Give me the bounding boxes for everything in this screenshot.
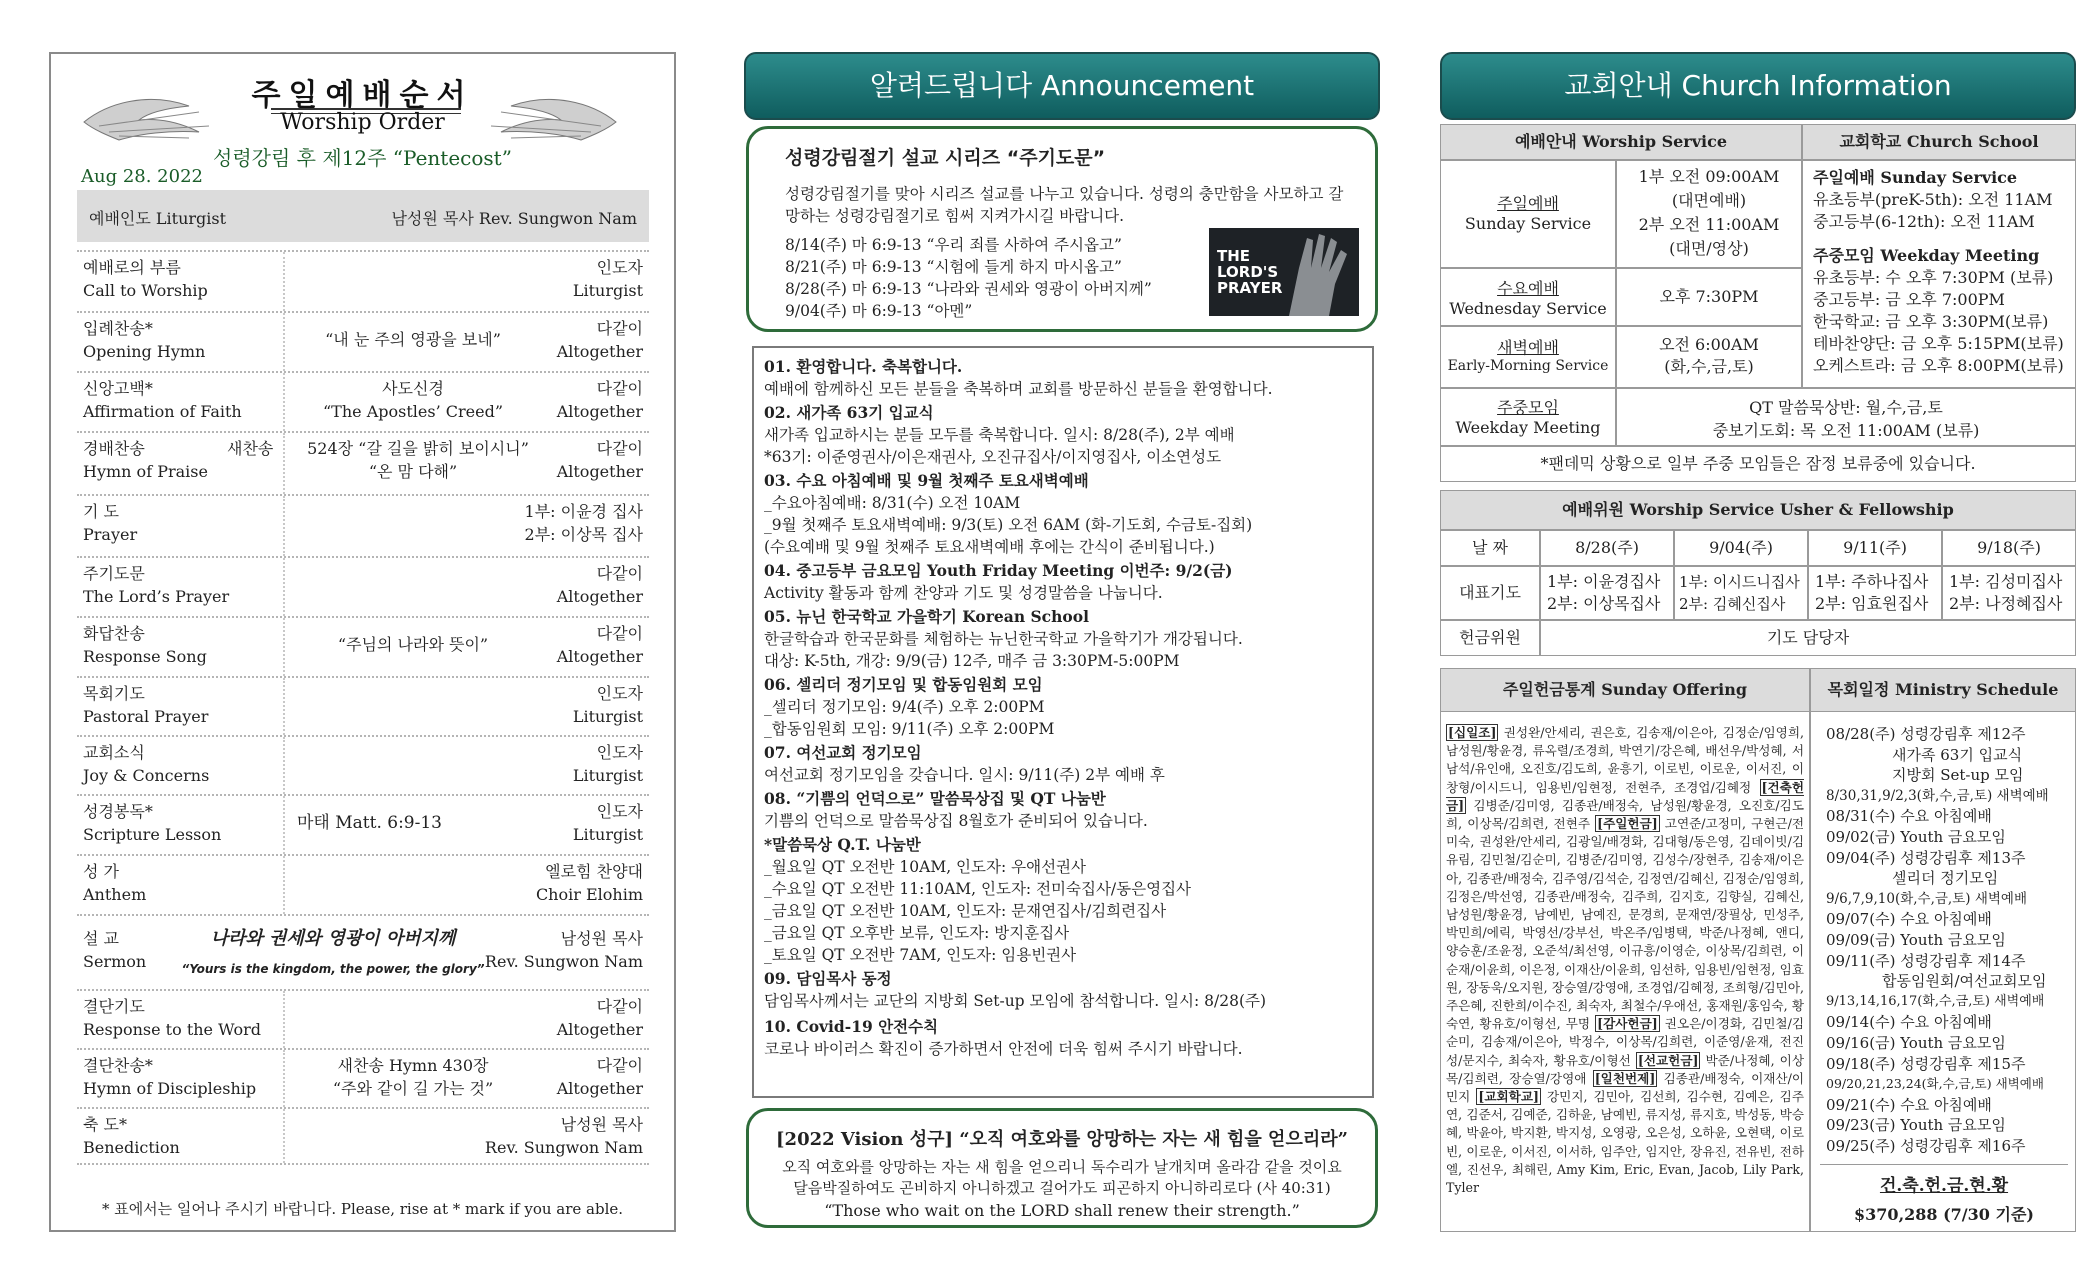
service-date: Aug 28. 2022 xyxy=(81,166,203,187)
item-leader-en: Liturgist xyxy=(572,707,643,726)
announcement-line: 여선교회 정기모임을 갖습니다. 일시: 9/11(주) 2부 예배 후 xyxy=(764,766,1165,784)
vision-title: [2022 Vision 성구] “오직 여호와를 앙망하는 자는 새 힘을 얻으리라” xyxy=(776,1129,1348,1150)
usher-date: 8/28(주) xyxy=(1540,530,1674,566)
announcement-item xyxy=(764,402,1364,468)
vision-english: “Those who wait on the LORD shall renew their strength.” xyxy=(824,1201,1300,1220)
item-name-ko: 예배로의 부름 xyxy=(83,258,181,277)
item-leader-ko: 인도자 xyxy=(596,743,643,762)
item-name-ko: 화답찬송 xyxy=(83,624,145,643)
announcement-line: 담임목사께서는 교단의 지방회 Set-up 모임에 참석합니다. 일시: 8/28(주) xyxy=(764,992,1267,1010)
item-name-ko: 기 도 xyxy=(83,502,119,521)
order-row xyxy=(77,1107,649,1165)
service-time-cell xyxy=(1616,160,1802,268)
schedule-item: 셀리더 정기모임 xyxy=(1892,869,1999,888)
offering-category: [주일헌금] xyxy=(1597,816,1658,832)
service-time: 중보기도회: 목 오전 11:00AM (보류) xyxy=(1712,421,1980,440)
item-name-en: Anthem xyxy=(83,885,147,904)
rep-prayer-name: 2부: 임효원집사 xyxy=(1815,594,1929,613)
schedule-item: 09/20,21,23,24(화,수,금,토) 새벽예배 xyxy=(1826,1076,2044,1092)
rep-prayer-name: 2부: 이상목집사 xyxy=(1547,594,1661,613)
rise-note: * 표에서는 일어나 주시기 바랍니다. Please, rise at * mark if you are able. xyxy=(101,1200,624,1218)
schedule-item: 09/02(금) Youth 금요모임 xyxy=(1826,827,2006,846)
item-leader-ko: 인도자 xyxy=(596,684,643,703)
item-leader-en: Rev. Sungwon Nam xyxy=(484,952,643,971)
sermon-series-body: 성령강림절기를 맞아 시리즈 설교를 나누고 있습니다. 성령의 충만함을 사모하고 갈망하는 성령강림절기로 힘써 지켜가시길 바랍니다. xyxy=(785,185,1344,225)
offering-usher-value: 기도 담당자 xyxy=(1540,620,2076,656)
item-leader-en: Altogether xyxy=(556,342,643,361)
item-detail-2: “온 맘 다해” xyxy=(368,462,458,481)
item-name-en: Scripture Lesson xyxy=(83,825,222,844)
item-leader-ko: 다같이 xyxy=(596,1056,643,1075)
rep-prayer-cell xyxy=(1674,566,1808,620)
service-name-en: Weekday Meeting xyxy=(1455,418,1601,437)
service-time: 오후 7:30PM xyxy=(1659,287,1759,306)
rep-prayer-name: 2부: 김혜신집사 xyxy=(1679,595,1786,613)
announcement-line: 기쁨의 언덕으로 말씀묵상집 8월호가 준비되어 있습니다. xyxy=(764,812,1148,830)
rep-prayer-cell xyxy=(1540,566,1674,620)
item-name-en: Hymn of Praise xyxy=(83,462,208,481)
service-name-ko: 주중모임 xyxy=(1497,398,1559,417)
order-row xyxy=(77,854,649,914)
order-row xyxy=(77,676,649,735)
schedule-item: 09/18(주) 성령강림후 제15주 xyxy=(1826,1054,2026,1073)
announcement-heading: 03. 수요 아침예배 및 9월 첫째주 토요새벽예배 xyxy=(764,471,1089,490)
offering-list xyxy=(1446,724,1804,1197)
rep-prayer-name: 1부: 주하나집사 xyxy=(1815,572,1929,591)
sermon-line: 8/14(주) 마 6:9-13 “우리 죄를 사하여 주시옵고” xyxy=(785,236,1122,254)
announcement-heading: 10. Covid-19 안전수칙 xyxy=(764,1017,939,1036)
announcement-line: _합동임원회 모임: 9/11(주) 오후 2:00PM xyxy=(764,720,1055,738)
worship-service-heading: 예배안내 Worship Service xyxy=(1440,124,1802,160)
item-detail-2: “주와 같이 길 가는 것” xyxy=(332,1079,494,1098)
school-line: 오케스트라: 금 오후 8:00PM(보류) xyxy=(1813,356,2064,375)
sermon-series-box xyxy=(746,126,1378,332)
school-line: 유초등부: 수 오후 7:30PM (보류) xyxy=(1813,268,2054,287)
item-leader-en: Choir Elohim xyxy=(535,885,643,904)
rep-prayer-name: 2부: 나정혜집사 xyxy=(1949,594,2063,613)
announcement-line: _월요일 QT 오전반 10AM, 인도자: 우애선권사 xyxy=(764,858,1086,876)
item-leader-ko: 남성원 목사 xyxy=(560,929,643,948)
service-name-cell xyxy=(1440,160,1616,268)
offering-category: [일천번제] xyxy=(1594,1070,1656,1086)
schedule-item: 08/31(수) 수요 아침예배 xyxy=(1826,807,1992,826)
announcement-item xyxy=(764,560,1364,604)
item-leader-ko: 인도자 xyxy=(596,258,643,277)
offering-names: 김병준/김미영, 김종관/배정숙, 남성원/황윤경, 오진호/김도희, 이상목/김희련, 전현주 xyxy=(1446,797,1804,832)
item-leader-ko: 인도자 xyxy=(596,802,643,821)
service-name-en: Early-Morning Service xyxy=(1447,358,1609,374)
schedule-item: 09/07(수) 수요 아침예배 xyxy=(1826,910,1992,929)
usher-date: 9/11(주) xyxy=(1808,530,1942,566)
service-name-en: Wednesday Service xyxy=(1449,299,1607,318)
service-time: (화,수,금,토) xyxy=(1664,357,1754,376)
worship-order-panel xyxy=(49,52,676,1232)
item-name-en: Response to the Word xyxy=(83,1020,261,1039)
schedule-item: 09/04(주) 성령강림후 제13주 xyxy=(1826,848,2026,867)
item-name-en: The Lord’s Prayer xyxy=(83,587,230,606)
item-leader-ko: 남성원 목사 xyxy=(560,1115,643,1134)
item-name-en: Joy & Concerns xyxy=(83,766,210,785)
item-hymnal: 새찬송 xyxy=(227,439,274,458)
service-time: 오전 6:00AM xyxy=(1659,335,1759,354)
service-time: 1부 오전 09:00AM xyxy=(1638,167,1780,186)
announcement-line: 코로나 바이러스 확진이 증가하면서 안전에 더욱 힘써 주시기 바랍니다. xyxy=(764,1040,1243,1058)
item-leader-ko: 다같이 xyxy=(596,624,643,643)
item-leader-en: Altogether xyxy=(556,402,643,421)
item-leader-en: Rev. Sungwon Nam xyxy=(484,1138,643,1157)
item-name-ko: 성경봉독* xyxy=(83,802,153,821)
service-time: (대면/영상) xyxy=(1669,239,1749,258)
announcement-item xyxy=(764,788,1364,832)
item-leader-en: Liturgist xyxy=(572,766,643,785)
item-leader-ko: 다같이 xyxy=(596,564,643,583)
item-name-en: Hymn of Discipleship xyxy=(83,1079,257,1098)
item-name-ko: 신앙고백* xyxy=(83,379,153,398)
sermon-title: 나라와 권세와 영광이 아버지께 xyxy=(210,928,456,949)
announcement-heading: 06. 셀리더 정기모임 및 합동임원회 모임 xyxy=(764,675,1043,694)
school-sunday-title: 주일예배 Sunday Service xyxy=(1813,168,2018,187)
schedule-item: 09/23(금) Youth 금요모임 xyxy=(1826,1116,2006,1135)
item-name-en: Prayer xyxy=(83,525,138,544)
building-fund-title: 건.축.헌.금.현.황 xyxy=(1879,1176,2009,1196)
item-leader-ko: 다같이 xyxy=(596,439,643,458)
vision-verse-box xyxy=(746,1108,1378,1228)
announcement-line: (수요예배 및 9월 첫째주 토요새벽예배 후에는 간식이 준비됩니다.) xyxy=(764,538,1215,556)
rep-prayer-cell xyxy=(1808,566,1942,620)
usher-date: 9/18(주) xyxy=(1942,530,2076,566)
rep-prayer-label: 대표기도 xyxy=(1440,566,1540,620)
church-school-heading: 교회학교 Church School xyxy=(1802,124,2076,160)
order-row xyxy=(77,1048,649,1107)
offering-names: 강민지, 김민아, 김선희, 김수현, 김예은, 김주연, 김준서, 김예준, 김하윤, 남예빈, 류지성, 류지호, 박성동, 박승혜, 박윤아, 박지환, 박지성, 오영광, 오은성, 오하윤, 오현택, 이로빈, 이로운, 이서진, 이서하, 임주안, 임지안, 장유진, 전유빈, 전하엘, 진선우, 최해린, Amy Kim, Eric, Evan, Jacob, Lily Park, Tyler xyxy=(1446,1089,1804,1196)
church-school-cell xyxy=(1802,160,2076,388)
building-fund-box xyxy=(1820,1164,2068,1228)
item-name-en: Call to Worship xyxy=(83,281,208,300)
schedule-item: 9/13,14,16,17(화,수,금,토) 새벽예배 xyxy=(1826,993,2045,1009)
item-name-en: Sermon xyxy=(83,952,147,971)
sermon-line: 8/28(주) 마 6:9-13 “나라와 권세와 영광이 아버지께” xyxy=(785,280,1152,298)
order-row xyxy=(77,371,649,431)
school-line: 유초등부(preK-5th): 오전 11AM xyxy=(1813,190,2053,209)
item-leader-en: Altogether xyxy=(556,1020,643,1039)
announcement-line: 예배에 함께하신 모든 분들을 축복하며 교회를 방문하신 분들을 환영합니다. xyxy=(764,380,1273,398)
announcement-line: 대상: K-5th, 개강: 9/9(금) 12주, 매주 금 3:30PM-5:00PM xyxy=(764,652,1180,670)
order-row xyxy=(77,556,649,616)
schedule-item: 09/25(주) 성령강림후 제16주 xyxy=(1826,1136,2026,1155)
usher-date: 9/04(주) xyxy=(1674,530,1808,566)
item-leader-en: Liturgist xyxy=(572,281,643,300)
service-name-ko: 주일예배 xyxy=(1497,194,1559,213)
schedule-item: 09/11(주) 성령강림후 제14주 xyxy=(1826,951,2026,970)
service-name-en: Sunday Service xyxy=(1464,214,1592,233)
order-of-service xyxy=(77,250,649,1165)
offering-names: 권성완/안세리, 권은호, 김송재/이은아, 김정순/임영희, 남성원/황윤경, 류옥렬/조경희, 박연기/강은혜, 배선우/박성혜, 서남석/유인애, 오진호/김도희, 윤흥기, 이로빈, 이로운, 이서진, 이창형/이시드니, 임용빈/임현정, 전현주, 조경업/김혜정 xyxy=(1446,725,1804,795)
item-name-en: Response Song xyxy=(83,647,207,666)
service-time: (대면예배) xyxy=(1671,191,1747,210)
offering-heading: 주일헌금통계 Sunday Offering xyxy=(1440,668,1810,712)
order-row xyxy=(77,914,649,989)
offering-category: [감사헌금] xyxy=(1597,1016,1658,1032)
announcement-line: _9월 첫째주 토요새벽예배: 9/3(토) 오전 6AM (화-기도회, 수금토-집회) xyxy=(764,516,1253,534)
order-row xyxy=(77,616,649,676)
announcement-line: 새가족 입교하시는 분들 모두를 축복합니다. 일시: 8/28(주), 2부 예배 xyxy=(764,426,1235,444)
schedule-item: 8/30,31,9/2,3(화,수,금,토) 새벽예배 xyxy=(1826,787,2049,804)
announcement-line: _토요일 QT 오전반 7AM, 인도자: 임용빈권사 xyxy=(764,946,1077,964)
sermon-series-title: 성령강림절기 설교 시리즈 “주기도문” xyxy=(785,147,1106,169)
image-caption: THE LORD'S PRAYER xyxy=(1217,247,1283,297)
item-name-ko: 주기도문 xyxy=(83,564,145,583)
announcement-heading: 09. 담임목사 동정 xyxy=(764,969,892,988)
announcement-item xyxy=(764,470,1364,558)
offering-names: 박준/나정혜, 이상목/김희련, 장승열/강영애 xyxy=(1446,1052,1804,1086)
offering-names: 권오은/이경화, 김민철/김순미, 김송재/이은아, 박정수, 이상목/김희련, 이준영/윤재, 전진성/문지수, 최숙자, 황유호/이형선 xyxy=(1446,1016,1805,1068)
service-name-cell xyxy=(1440,326,1616,388)
announcement-heading: 04. 중고등부 금요모임 Youth Friday Meeting 이번주: 9/2(금) xyxy=(764,561,1233,580)
item-detail: 사도신경 xyxy=(382,379,444,398)
offering-usher-label: 헌금위원 xyxy=(1440,620,1540,656)
church-info-header: 교회안내 Church Information xyxy=(1440,52,2076,120)
item-leader-en: Altogether xyxy=(556,462,643,481)
item-leader-ko: 다같이 xyxy=(596,379,643,398)
announcement-line: _수요일 QT 오전반 11:10AM, 인도자: 전미숙집사/동은영집사 xyxy=(764,880,1192,898)
offering-names: 김종관/배정숙, 이재산/이민지 xyxy=(1446,1070,1804,1105)
schedule-item: 09/16(금) Youth 금요모임 xyxy=(1826,1033,2006,1052)
offering-category: [교회학교] xyxy=(1478,1089,1539,1105)
item-name-en: Opening Hymn xyxy=(83,342,206,361)
item-detail-2: “The Apostles’ Creed” xyxy=(323,402,503,421)
item-name-ko: 성 가 xyxy=(83,862,119,881)
announcement-item xyxy=(764,742,1364,786)
announcement-line: _수요아침예배: 8/31(수) 오전 10AM xyxy=(764,494,1021,512)
offering-category: [건축헌금] xyxy=(1446,779,1804,813)
announcement-line: _셀리더 정기모임: 9/4(주) 오후 2:00PM xyxy=(764,698,1045,716)
item-leader-en: 2부: 이상목 집사 xyxy=(524,525,643,544)
service-name-ko: 새벽예배 xyxy=(1497,338,1559,357)
order-row xyxy=(77,735,649,794)
weekday-meeting-cell xyxy=(1616,388,2076,446)
service-time-cell xyxy=(1616,326,1802,388)
announcement-heading: 07. 여선교회 정기모임 xyxy=(764,743,922,762)
schedule-item: 08/28(주) 성령강림후 제12주 xyxy=(1826,725,2026,743)
rep-prayer-name: 1부: 이윤경집사 xyxy=(1547,572,1661,591)
announcement-item xyxy=(764,1016,1364,1060)
announcements-box xyxy=(752,346,1374,1098)
announcement-line: Activity 활동과 함께 찬양과 기도 및 성경말씀을 나눕니다. xyxy=(764,584,1163,602)
service-name-cell xyxy=(1440,388,1616,446)
item-name-ko: 입례찬송* xyxy=(83,319,153,338)
order-row xyxy=(77,431,649,494)
liturgist-name: 남성원 목사 Rev. Sungwon Nam xyxy=(391,209,637,228)
item-leader-en: Altogether xyxy=(556,1079,643,1098)
service-name-ko: 수요예배 xyxy=(1497,279,1559,298)
pandemic-note: *팬데믹 상황으로 일부 주중 모임들은 잠정 보류중에 있습니다. xyxy=(1440,446,2076,482)
announcement-line: _금요일 QT 오전반 10AM, 인도자: 문재연집사/김희련집사 xyxy=(764,902,1167,920)
schedule-heading: 목회일정 Ministry Schedule xyxy=(1810,668,2076,712)
announcement-heading: *말씀묵상 Q.T. 나눔반 xyxy=(764,835,921,854)
usher-date-label: 날 짜 xyxy=(1440,530,1540,566)
item-leader-en: Liturgist xyxy=(572,825,643,844)
usher-heading: 예배위원 Worship Service Usher & Fellowship xyxy=(1440,490,2076,530)
service-time: QT 말씀묵상반: 월,수,금,토 xyxy=(1749,398,1943,417)
announcement-heading: 01. 환영합니다. 축복합니다. xyxy=(764,357,963,376)
order-row xyxy=(77,794,649,854)
offering-category: [십일조] xyxy=(1448,725,1497,740)
item-name-ko: 결단기도 xyxy=(83,997,145,1016)
announcement-item xyxy=(764,968,1364,1012)
service-time: 2부 오전 11:00AM xyxy=(1638,215,1780,234)
item-name-ko: 목회기도 xyxy=(83,684,145,703)
item-detail: “주님의 나라와 뜻이” xyxy=(337,635,489,654)
school-line: 테바찬양단: 금 오후 5:15PM(보류) xyxy=(1813,334,2064,353)
item-leader-ko: 엘로힘 찬양대 xyxy=(545,862,643,881)
item-detail: “내 눈 주의 영광을 보네” xyxy=(325,330,501,349)
vision-body: 오직 여호와를 앙망하는 자는 새 힘을 얻으리니 독수리가 날개치며 올라감 같을 것이요 달음박질하여도 곤비하지 아니하겠고 걸어가도 피곤하지 아니하리로다 (사 40:31) xyxy=(782,1158,1342,1197)
item-name-ko: 결단찬송* xyxy=(83,1056,153,1075)
order-row xyxy=(77,989,649,1048)
item-detail: 마태 Matt. 6:9-13 xyxy=(297,813,442,833)
item-detail: 새찬송 Hymn 430장 xyxy=(337,1056,489,1075)
school-line: 중고등부(6-12th): 오전 11AM xyxy=(1813,212,2035,231)
item-detail: 524장 “갈 길을 밝히 보이시니” xyxy=(307,439,529,458)
item-name-en: Pastoral Prayer xyxy=(83,707,209,726)
announcement-item xyxy=(764,834,1364,966)
schedule-item: 09/21(수) 수요 아침예배 xyxy=(1826,1095,1992,1114)
order-row xyxy=(77,250,649,311)
school-line: 중고등부: 금 오후 7:00PM xyxy=(1813,290,2005,309)
item-leader-ko: 1부: 이윤경 집사 xyxy=(524,502,643,521)
announcement-line: 한글학습과 한국문화를 체험하는 뉴닌한국학교 가을학기가 개강됩니다. xyxy=(764,630,1243,648)
item-name-en: Benediction xyxy=(83,1138,180,1157)
announcement-item xyxy=(764,674,1364,740)
announcement-heading: 02. 새가족 63기 입교식 xyxy=(764,403,934,422)
order-row xyxy=(77,311,649,371)
ministry-schedule xyxy=(1826,724,2076,1156)
item-name-ko: 설 교 xyxy=(83,929,119,948)
announcement-heading: 05. 뉴닌 한국학교 가을학기 Korean School xyxy=(764,607,1089,626)
announcement-line: *63기: 이준영권사/이은재권사, 오진규집사/이지영집사, 이소연성도 xyxy=(764,448,1222,466)
announcement-header: 알려드립니다 Announcement xyxy=(744,52,1380,120)
item-name-en: Affirmation of Faith xyxy=(83,402,242,421)
item-name-ko: 경배찬송 xyxy=(83,439,145,458)
announcement-item xyxy=(764,606,1364,672)
sermon-line: 9/04(주) 마 6:9-13 “아멘” xyxy=(785,302,973,320)
offering-names: 고연준/고정미, 구현근/전미숙, 권성완/안세리, 김광일/배경화, 김대형/동은영, 김데이빗/김유림, 김민철/김순미, 김병준/김미영, 김성수/장현주, 김송재/이은아, 김종관/배정숙, 김주영/김석순, 김정연/김혜신, 김정순/임영희, 김정은/박선영, 김종관/배정숙, 김주희, 김지호, 김향실, 김혜신, 남성원/황윤경, 남예빈, 남예진, 문경희, 문재연/장필상, 민성주, 박민희/에릭, 박영선/강부선, 박온주/임병택, 박준/나정혜, 앤디, 양승훈/조윤정, 오준석/최선영, 이규흥/이영순, 이상목/김희련, 이순재/이윤희, 이은정, 이재산/이윤희, 임선하, 임용빈/임현정, 임효원, 장동욱/오지원, 장승열/강영애, 조경업/김혜정, 조희형/김민아, 주은혜, 진한희/이수진, 최숙자, 최철수/우애선, 홍재원/홍임숙, 황숙연, 황유호/이형선, 무명 xyxy=(1446,816,1805,1032)
service-name-cell xyxy=(1440,268,1616,326)
schedule-item: 9/6,7,9,10(화,수,금,토) 새벽예배 xyxy=(1826,890,2027,907)
sermon-line: 8/21(주) 마 6:9-13 “시험에 들게 하지 마시옵고” xyxy=(785,258,1122,276)
liturgist-bar xyxy=(77,190,649,242)
announcement-item xyxy=(764,356,1364,400)
pentecost-week: 성령강림 후 제12주 “Pentecost” xyxy=(213,146,512,170)
item-name-ko: 교회소식 xyxy=(83,743,145,762)
schedule-item: 09/14(수) 수요 아침예배 xyxy=(1826,1013,1992,1032)
worship-order-title: 주일예배순서 xyxy=(251,78,474,113)
school-weekday-title: 주중모임 Weekday Meeting xyxy=(1813,246,2040,265)
liturgist-label: 예배인도 Liturgist xyxy=(89,209,227,228)
schedule-item: 합동임원회/여선교회모임 xyxy=(1882,972,2047,991)
offering-category: [선교헌금] xyxy=(1637,1052,1699,1068)
schedule-item: 09/09(금) Youth 금요모임 xyxy=(1826,930,2006,949)
item-leader-ko: 다같이 xyxy=(596,997,643,1016)
rep-prayer-name: 1부: 김성미집사 xyxy=(1949,572,2063,591)
rep-prayer-cell xyxy=(1942,566,2076,620)
rep-prayer-name: 1부: 이시드니집사 xyxy=(1679,573,1800,591)
announcement-line: _금요일 QT 오후반 보류, 인도자: 방지훈집사 xyxy=(764,924,1070,942)
item-leader-en: Altogether xyxy=(556,647,643,666)
announcement-heading: 08. “기쁨의 언덕으로” 말씀묵상집 및 QT 나눔반 xyxy=(764,789,1106,808)
building-fund-amount: $370,288 (7/30 기준) xyxy=(1854,1205,2034,1224)
item-name-ko: 축 도* xyxy=(83,1115,127,1134)
service-time-cell xyxy=(1616,268,1802,326)
schedule-item: 지방회 Set-up 모임 xyxy=(1892,766,2024,785)
schedule-item: 새가족 63기 입교식 xyxy=(1892,745,2023,764)
worship-order-subtitle: Worship Order xyxy=(280,110,445,135)
lords-prayer-image xyxy=(1209,228,1359,316)
school-line: 한국학교: 금 오후 3:30PM(보류) xyxy=(1813,312,2049,331)
order-row xyxy=(77,494,649,556)
item-leader-en: Altogether xyxy=(556,587,643,606)
sermon-title-en: “Yours is the kingdom, the power, the glory” xyxy=(181,962,485,976)
item-leader-ko: 다같이 xyxy=(596,319,643,338)
